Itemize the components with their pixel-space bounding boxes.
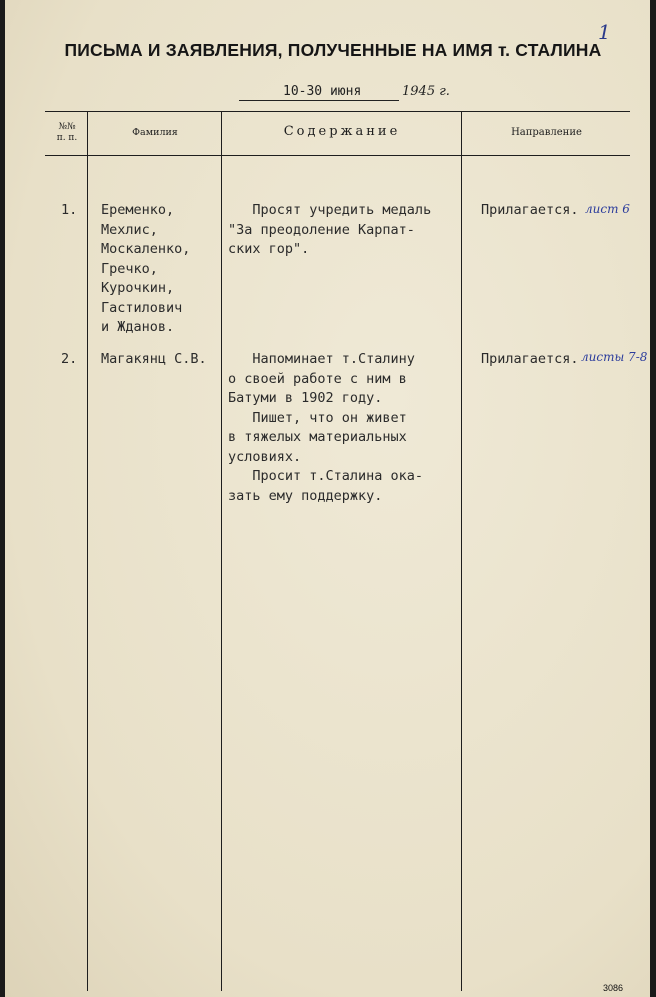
row-surname: Еременко, Мехлис, Москаленко, Гречко, Курочкин, Гастилович и Жданов. [101,202,191,335]
row-handwritten-note: лист 6 [585,202,630,216]
handwritten-page-number: 1 [598,20,611,44]
header-number: №№ п. п. [56,122,78,143]
row-content: Просят учредить медаль "За преодоление Карпат- ских гор". [228,202,432,257]
row-direction: Прилагается. [481,202,579,218]
document-title: ПИСЬМА И ЗАЯВЛЕНИЯ, ПОЛУЧЕННЫЕ НА ИМЯ т. СТАЛИНА [64,40,602,60]
column-divider-3 [461,111,462,991]
date-year: 1945 г. [402,84,450,99]
table-header-rule [45,155,630,156]
header-surname: Фамилия [132,127,178,138]
table-top-rule [45,111,630,112]
column-divider-1 [87,111,88,991]
document-page [5,0,650,997]
row-number: 1. [61,202,78,218]
row-direction: Прилагается. [481,351,579,367]
row-number: 2. [61,351,78,367]
row-handwritten-note: листы 7-8 [581,350,648,364]
row-surname: Магакянц С.В. [101,351,207,367]
date-range: 10-30 июня [283,84,362,99]
row-content: Напоминает т.Сталину о своей работе с ним в Батуми в 1902 году. Пишет, что он живет в тяжелых материальных условиях. Просит т.Сталина ока- зать ему поддержку. [228,351,424,504]
archive-stamp-number: 3086 [603,983,624,993]
header-content: Содержание [283,124,401,139]
column-divider-2 [221,111,222,991]
header-direction: Направление [511,127,582,138]
